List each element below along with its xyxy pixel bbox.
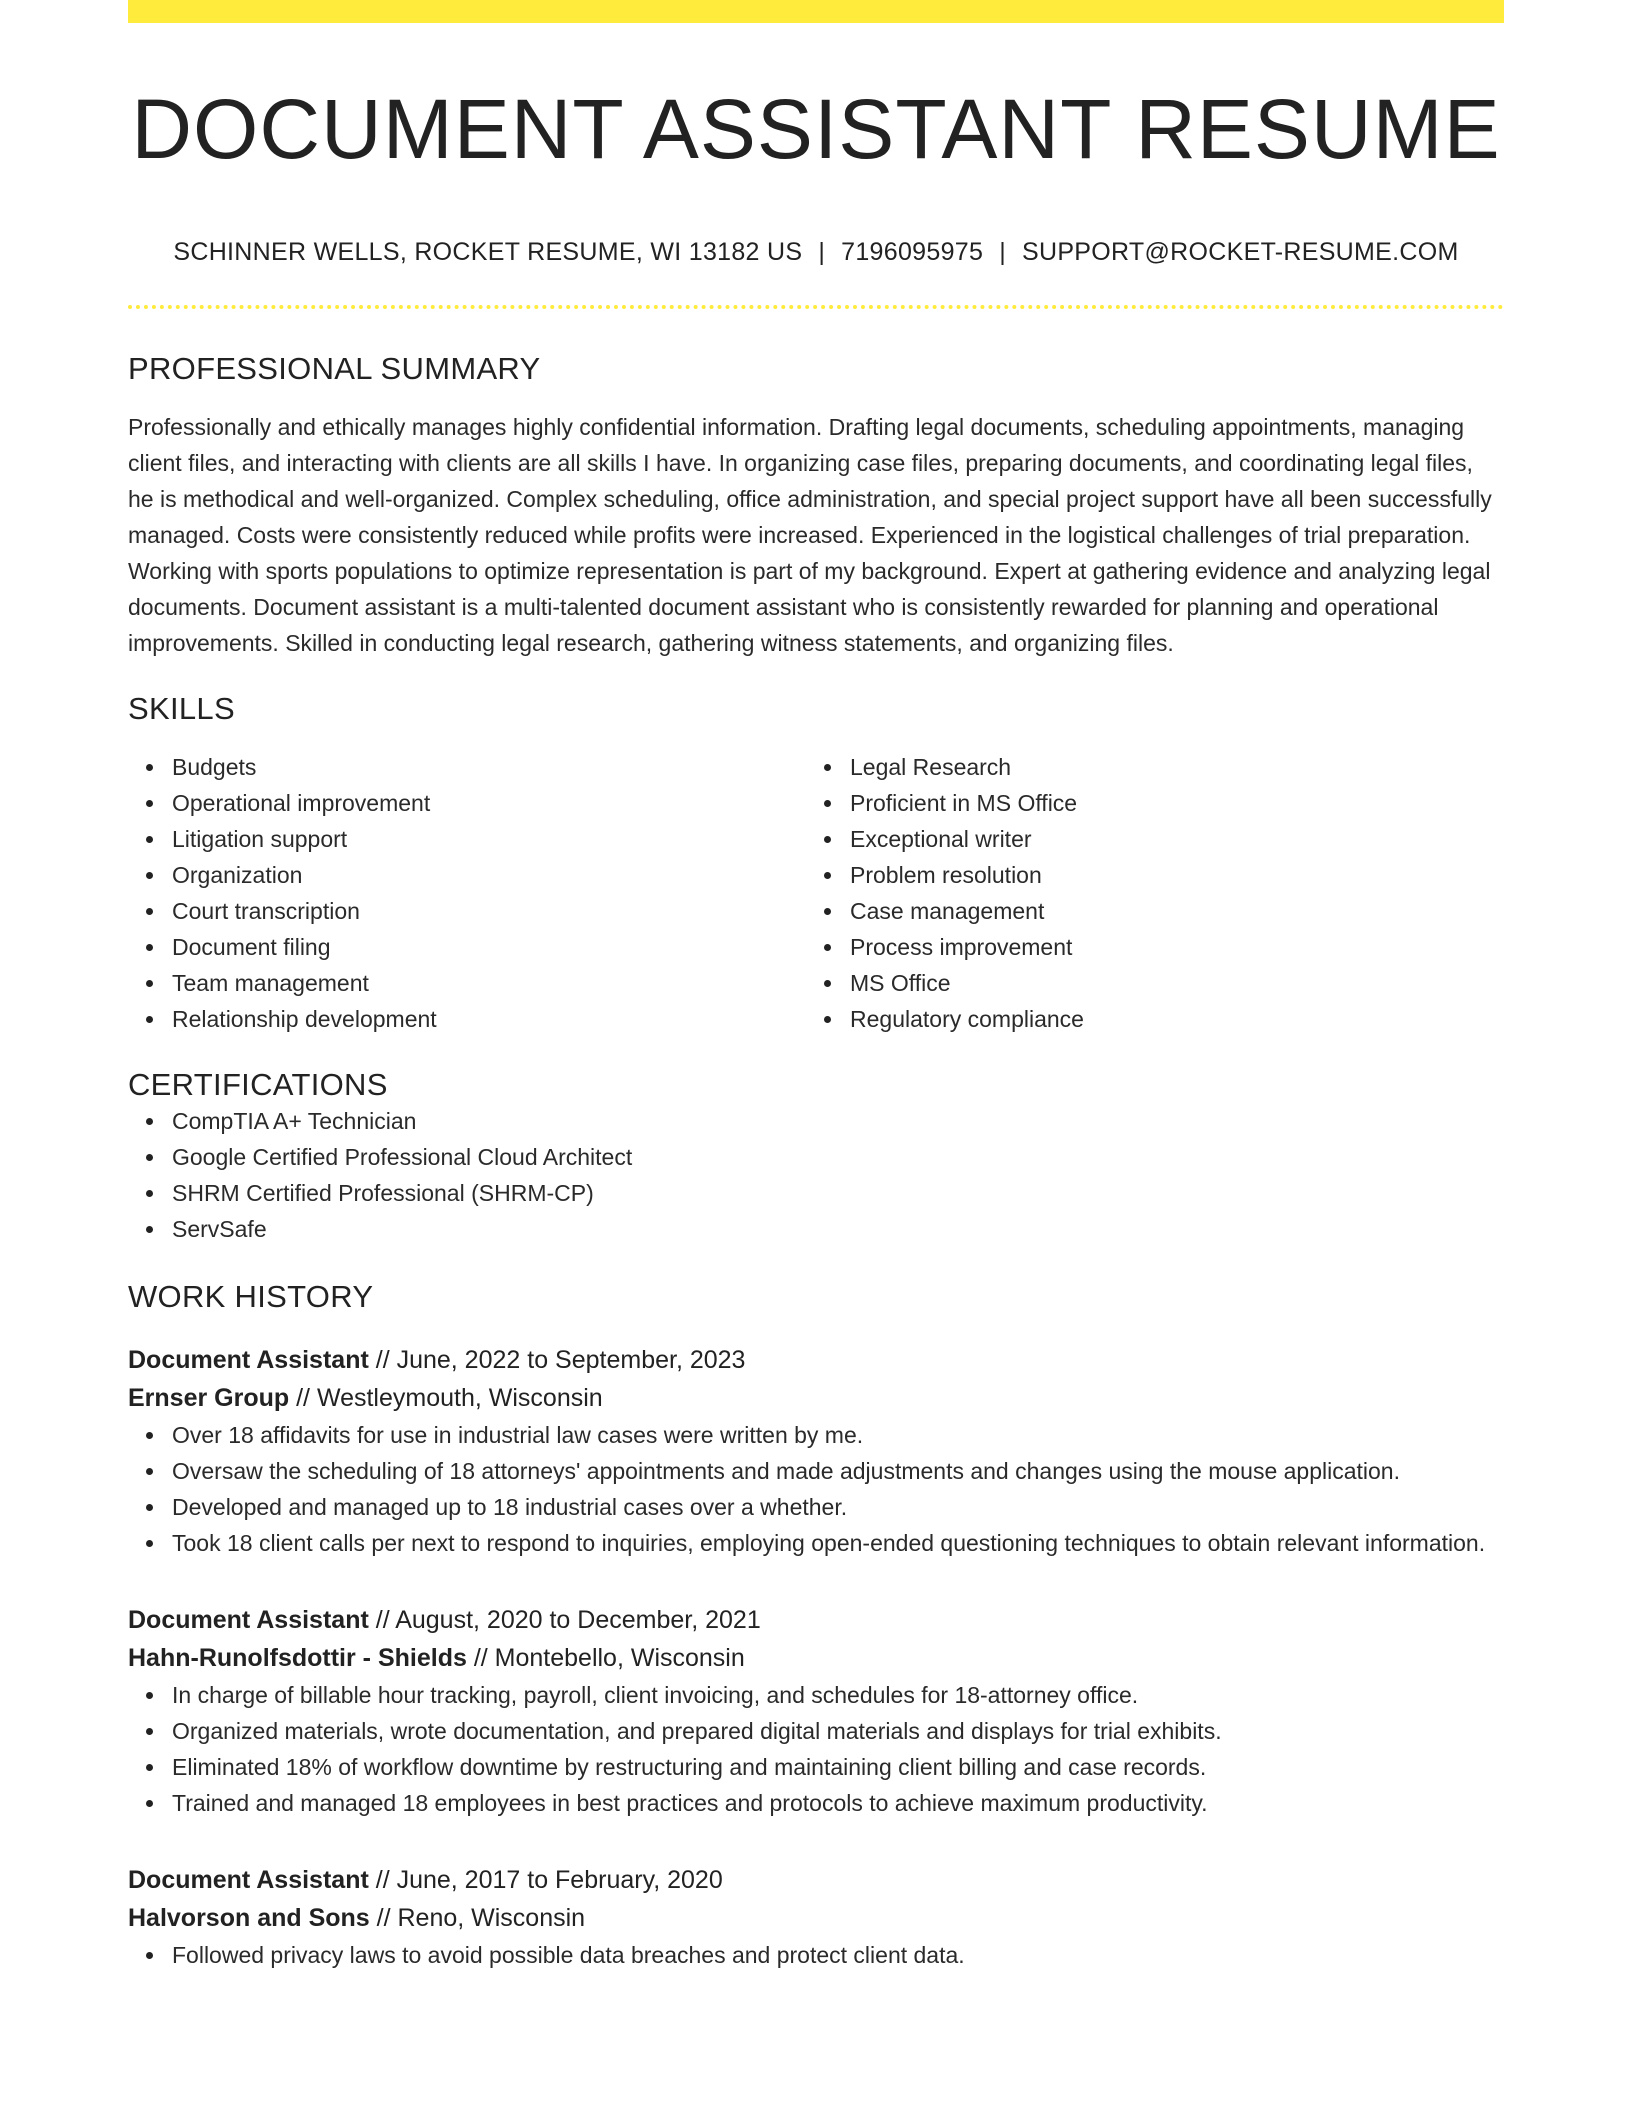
skill-item-text: Litigation support bbox=[172, 826, 348, 852]
job-bullet-list bbox=[128, 1677, 1504, 1821]
skill-item bbox=[128, 929, 806, 965]
skill-item bbox=[128, 857, 806, 893]
job-company-line bbox=[128, 1899, 1504, 1937]
job-role: Document Assistant bbox=[128, 1606, 369, 1634]
bullet-dot bbox=[146, 1226, 153, 1233]
skill-item bbox=[128, 821, 806, 857]
job-bullet bbox=[128, 1453, 1504, 1489]
contact-line bbox=[128, 237, 1504, 267]
job-dates: // June, 2017 to February, 2020 bbox=[368, 1866, 723, 1894]
skill-item-text: Legal Research bbox=[850, 754, 1012, 780]
job-location: // Montebello, Wisconsin bbox=[466, 1644, 745, 1672]
certifications-list bbox=[128, 1103, 1504, 1247]
skill-item bbox=[128, 1001, 806, 1037]
bullet-dot bbox=[146, 800, 153, 807]
skills-right-column bbox=[806, 749, 1484, 1037]
certification-item-text: Google Certified Professional Cloud Architect bbox=[172, 1144, 633, 1170]
job-location: // Westleymouth, Wisconsin bbox=[289, 1384, 603, 1412]
skill-item-text: Relationship development bbox=[172, 1006, 437, 1032]
skill-item bbox=[806, 857, 1484, 893]
job-bullet bbox=[128, 1417, 1504, 1453]
skill-item bbox=[806, 821, 1484, 857]
bullet-dot bbox=[146, 1016, 153, 1023]
job-title-line bbox=[128, 1601, 1504, 1639]
accent-top-bar bbox=[128, 0, 1504, 23]
contact-separator: | bbox=[999, 238, 1006, 266]
job-company: Hahn-Runolfsdottir - Shields bbox=[128, 1644, 467, 1672]
bullet-dot bbox=[824, 944, 831, 951]
job-bullet-text: In charge of billable hour tracking, payroll, client invoicing, and schedules for 18-attorney office. bbox=[172, 1682, 1139, 1708]
skill-item bbox=[806, 785, 1484, 821]
job-title-line bbox=[128, 1341, 1504, 1379]
bullet-dot bbox=[824, 1016, 831, 1023]
skill-item-text: Proficient in MS Office bbox=[850, 790, 1078, 816]
skill-item bbox=[806, 1001, 1484, 1037]
bullet-dot bbox=[146, 1154, 153, 1161]
skill-item-text: Regulatory compliance bbox=[850, 1006, 1084, 1032]
skill-item bbox=[806, 893, 1484, 929]
bullet-dot bbox=[146, 1692, 153, 1699]
bullet-dot bbox=[146, 1118, 153, 1125]
job-role: Document Assistant bbox=[128, 1346, 369, 1374]
skill-item-text: Case management bbox=[850, 898, 1045, 924]
skill-item-text: Court transcription bbox=[172, 898, 360, 924]
contact-email: SUPPORT@ROCKET-RESUME.COM bbox=[1021, 238, 1459, 266]
certification-item bbox=[128, 1175, 1504, 1211]
job-entry bbox=[128, 1601, 1504, 1821]
summary-text: Professionally and ethically manages highly confidential information. Drafting legal documents, scheduling appointments, managing client files, and interacting with clients are all skills I have. In organizing case files, preparing documents, and coordinating legal files, he is methodical and well-organized. Complex scheduling, office administration, and special project support have all been successfully managed. Costs were consistently reduced while profits were increased. Experienced in the logistical challenges of trial preparation. Working with sports populations to optimize representation is part of my background. Expert at gathering evidence and analyzing legal documents. Document assistant is a multi-talented document assistant who is consistently rewarded for planning and operational improvements. Skilled in conducting legal research, gathering witness statements, and organizing files. bbox=[128, 414, 1492, 656]
skills-columns bbox=[128, 749, 1504, 1037]
certification-item-text: SHRM Certified Professional (SHRM-CP) bbox=[172, 1180, 594, 1206]
resume-title: DOCUMENT ASSISTANT RESUME bbox=[131, 82, 1501, 176]
certification-item-text: CompTIA A+ Technician bbox=[172, 1108, 417, 1134]
skill-item bbox=[128, 965, 806, 1001]
job-role: Document Assistant bbox=[128, 1866, 369, 1894]
bullet-dot bbox=[146, 1764, 153, 1771]
skill-item-text: Document filing bbox=[172, 934, 331, 960]
job-bullet bbox=[128, 1489, 1504, 1525]
work-history-heading: WORK HISTORY bbox=[128, 1279, 374, 1314]
job-bullet bbox=[128, 1713, 1504, 1749]
bullet-dot bbox=[824, 908, 831, 915]
job-location: // Reno, Wisconsin bbox=[369, 1904, 586, 1932]
dotted-divider bbox=[128, 305, 1504, 309]
bullet-dot bbox=[146, 980, 153, 987]
skill-item-text: Organization bbox=[172, 862, 303, 888]
bullet-dot bbox=[824, 764, 831, 771]
bullet-dot bbox=[146, 1504, 153, 1511]
job-bullet-text: Eliminated 18% of workflow downtime by restructuring and maintaining client billing and case records. bbox=[172, 1754, 1207, 1780]
skills-left-column bbox=[128, 749, 806, 1037]
job-bullet-list bbox=[128, 1937, 1504, 1973]
skill-item-text: Operational improvement bbox=[172, 790, 431, 816]
bullet-dot bbox=[146, 1540, 153, 1547]
bullet-dot bbox=[146, 872, 153, 879]
contact-phone: 7196095975 bbox=[841, 238, 984, 266]
job-bullet bbox=[128, 1749, 1504, 1785]
skill-item-text: Budgets bbox=[172, 754, 257, 780]
skill-item-text: Problem resolution bbox=[850, 862, 1042, 888]
skills-heading: SKILLS bbox=[128, 691, 235, 726]
bullet-dot bbox=[146, 1800, 153, 1807]
certification-item bbox=[128, 1139, 1504, 1175]
resume-page bbox=[128, 0, 1504, 1973]
bullet-dot bbox=[146, 1468, 153, 1475]
certification-item bbox=[128, 1103, 1504, 1139]
bullet-dot bbox=[146, 1190, 153, 1197]
job-company: Halvorson and Sons bbox=[128, 1904, 370, 1932]
job-bullet-text: Organized materials, wrote documentation, and prepared digital materials and displays for trial exhibits. bbox=[172, 1718, 1222, 1744]
job-bullet-text: Over 18 affidavits for use in industrial law cases were written by me. bbox=[172, 1422, 864, 1448]
skill-item-text: Process improvement bbox=[850, 934, 1073, 960]
skill-item-text: Exceptional writer bbox=[850, 826, 1032, 852]
bullet-dot bbox=[824, 980, 831, 987]
bullet-dot bbox=[824, 836, 831, 843]
skill-item bbox=[806, 929, 1484, 965]
bullet-dot bbox=[146, 944, 153, 951]
job-bullet-text: Trained and managed 18 employees in best practices and protocols to achieve maximum productivity. bbox=[172, 1790, 1208, 1816]
certifications-heading: CERTIFICATIONS bbox=[128, 1067, 388, 1102]
bullet-dot bbox=[146, 1728, 153, 1735]
skills-right-list bbox=[806, 749, 1484, 1037]
bullet-dot bbox=[146, 908, 153, 915]
bullet-dot bbox=[146, 836, 153, 843]
job-bullet-text: Followed privacy laws to avoid possible data breaches and protect client data. bbox=[172, 1942, 965, 1968]
skill-item-text: Team management bbox=[172, 970, 369, 996]
bullet-dot bbox=[146, 1432, 153, 1439]
bullet-dot bbox=[824, 872, 831, 879]
contact-address: SCHINNER WELLS, ROCKET RESUME, WI 13182 US bbox=[173, 238, 803, 266]
job-company-line bbox=[128, 1379, 1504, 1417]
job-bullet bbox=[128, 1677, 1504, 1713]
job-dates: // June, 2022 to September, 2023 bbox=[368, 1346, 746, 1374]
skill-item-text: MS Office bbox=[850, 970, 951, 996]
job-bullet-text: Oversaw the scheduling of 18 attorneys' appointments and made adjustments and changes using the mouse application. bbox=[172, 1458, 1400, 1484]
skill-item bbox=[806, 965, 1484, 1001]
skill-item bbox=[806, 749, 1484, 785]
bullet-dot bbox=[824, 800, 831, 807]
job-title-line bbox=[128, 1861, 1504, 1899]
skill-item bbox=[128, 893, 806, 929]
certification-item bbox=[128, 1211, 1504, 1247]
job-company: Ernser Group bbox=[128, 1384, 290, 1412]
job-dates: // August, 2020 to December, 2021 bbox=[368, 1606, 761, 1634]
job-entry bbox=[128, 1861, 1504, 1973]
job-entry bbox=[128, 1341, 1504, 1561]
summary-heading: PROFESSIONAL SUMMARY bbox=[128, 351, 541, 386]
contact-separator: | bbox=[818, 238, 826, 266]
certification-item-text: ServSafe bbox=[172, 1216, 267, 1242]
job-company-line bbox=[128, 1639, 1504, 1677]
skill-item bbox=[128, 749, 806, 785]
job-bullet-text: Developed and managed up to 18 industrial cases over a whether. bbox=[172, 1494, 848, 1520]
job-bullet bbox=[128, 1785, 1504, 1821]
work-history-list bbox=[128, 1341, 1504, 1973]
bullet-dot bbox=[146, 1952, 153, 1959]
skills-left-list bbox=[128, 749, 806, 1037]
job-bullet bbox=[128, 1525, 1504, 1561]
job-bullet-list bbox=[128, 1417, 1504, 1561]
bullet-dot bbox=[146, 764, 153, 771]
skill-item bbox=[128, 785, 806, 821]
job-bullet-text: Took 18 client calls per next to respond to inquiries, employing open-ended questioning techniques to obtain relevant information. bbox=[172, 1530, 1486, 1556]
job-bullet bbox=[128, 1937, 1504, 1973]
